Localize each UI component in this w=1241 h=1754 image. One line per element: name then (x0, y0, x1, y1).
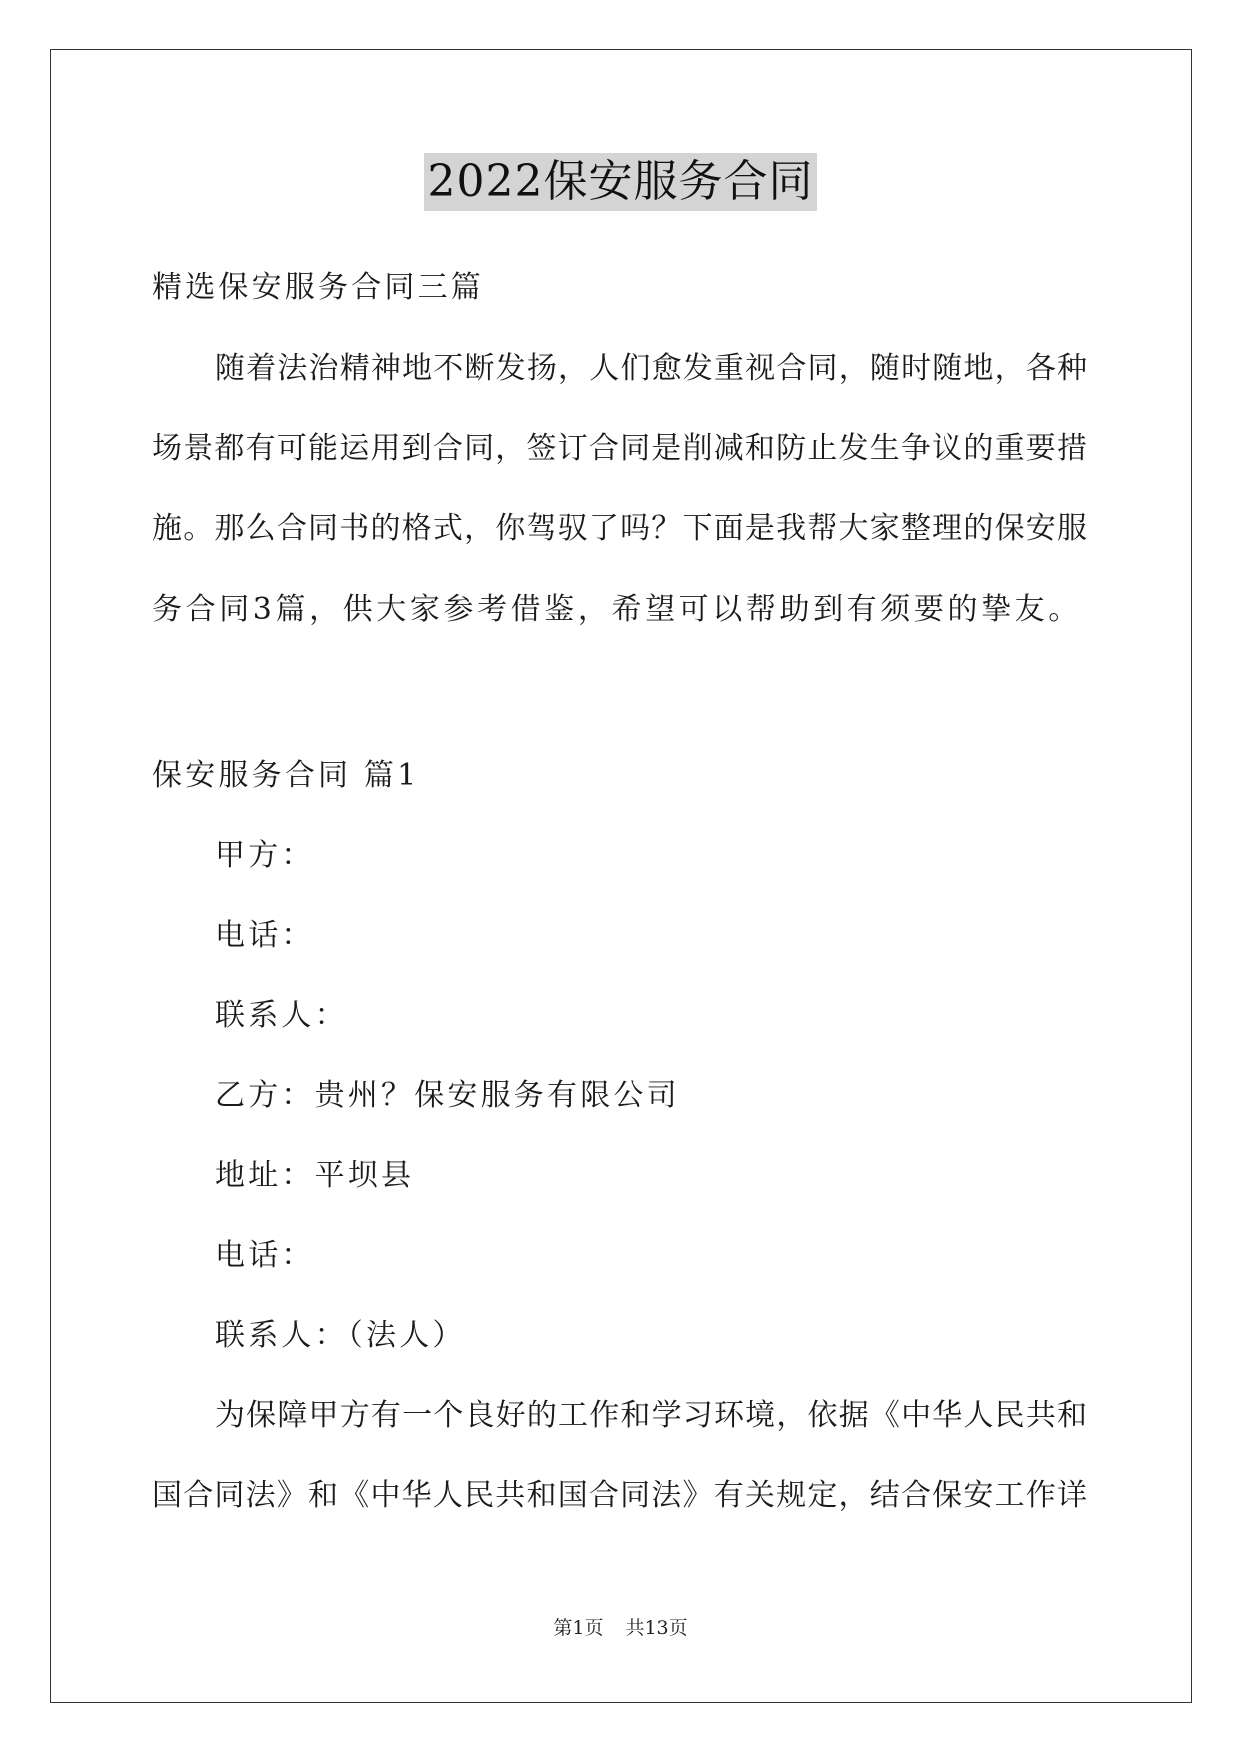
intro-line-2: 场景都有可能运用到合同，签订合同是削减和防止发生争议的重要措 (152, 431, 1087, 466)
party-b-phone: 电话： (215, 1238, 315, 1273)
page-number: 第1页 (553, 1617, 604, 1639)
body-line-1: 为保障甲方有一个良好的工作和学习环境，依据《中华人民共和 (215, 1398, 1087, 1433)
party-b-name: 乙方：贵州？保安服务有限公司 (215, 1078, 680, 1113)
party-a-phone: 电话： (215, 918, 315, 953)
intro-line-3: 施。那么合同书的格式，你驾驭了吗？下面是我帮大家整理的保安服 (152, 511, 1087, 546)
party-a-label: 甲方： (215, 838, 315, 873)
document-title: 2022保安服务合同 (424, 153, 818, 211)
party-b-address: 地址：平坝县 (215, 1158, 415, 1193)
page-total: 共13页 (625, 1617, 688, 1639)
party-b-contact: 联系人：（法人） (215, 1318, 466, 1353)
intro-line-4: 务合同3篇，供大家参考借鉴，希望可以帮助到有须要的挚友。 (152, 592, 1082, 627)
title-container (0, 153, 1241, 211)
page-footer (0, 1616, 1241, 1640)
document-subtitle: 精选保安服务合同三篇 (152, 270, 484, 305)
body-line-2: 国合同法》和《中华人民共和国合同法》有关规定，结合保安工作详 (152, 1478, 1087, 1513)
party-a-contact: 联系人： (215, 998, 348, 1033)
section-heading: 保安服务合同 篇1 (152, 758, 420, 793)
intro-line-1: 随着法治精神地不断发扬，人们愈发重视合同，随时随地，各种 (215, 351, 1087, 386)
